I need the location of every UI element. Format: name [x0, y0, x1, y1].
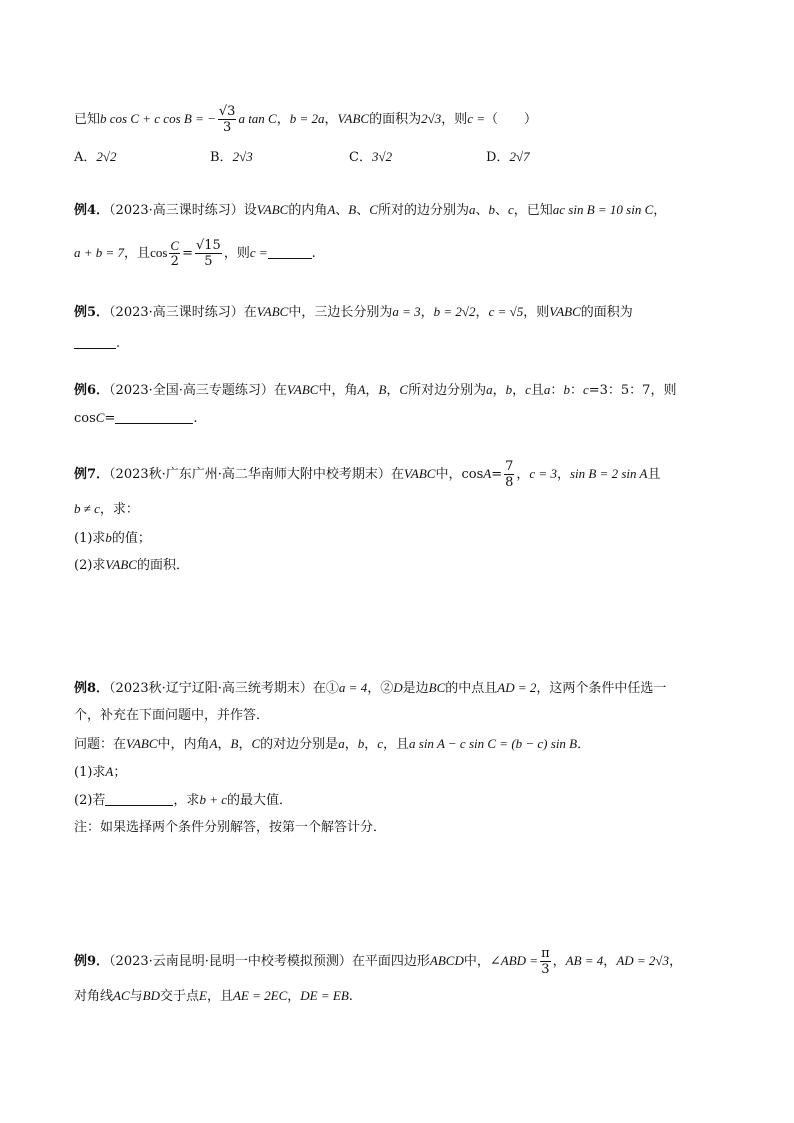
- source: （2023·高三课时练习）: [109, 203, 244, 218]
- math: VABC: [256, 304, 289, 319]
- ex7-line2: [74, 499, 139, 520]
- text: 中，: [463, 954, 490, 969]
- q3-options: [74, 147, 714, 167]
- text: ，: [238, 737, 252, 752]
- q3-stem: [74, 104, 537, 135]
- math: VABC: [337, 111, 370, 126]
- text: =: [491, 467, 503, 482]
- text: ，: [287, 989, 301, 1004]
- math: b: [357, 736, 365, 751]
- math: cos: [150, 245, 168, 260]
- math: VABC: [105, 557, 137, 572]
- option-label: B．: [210, 150, 233, 165]
- text: .: [348, 989, 353, 1004]
- text: 的对边分别是: [260, 737, 339, 752]
- math: a = 4: [338, 680, 368, 695]
- text: ，: [364, 737, 378, 752]
- fraction-numerator: 7: [505, 459, 514, 474]
- math: AE = 2EC: [232, 988, 288, 1003]
- math: a sin A − c sin C = (b − c) sin B: [409, 736, 578, 751]
- fraction-denominator: 5: [204, 254, 213, 269]
- text: 的面积为: [369, 112, 422, 127]
- fraction-denominator: 8: [505, 475, 514, 490]
- text: ，已知: [513, 203, 553, 218]
- option-label: C．: [349, 150, 372, 165]
- math: b = 2a: [289, 111, 325, 126]
- text: 是边: [402, 681, 429, 696]
- text: ，求：: [99, 502, 139, 517]
- text: (1)求: [74, 531, 106, 546]
- text: ，则: [523, 305, 550, 320]
- text: ，: [276, 112, 290, 127]
- math: c =: [249, 245, 268, 260]
- text: ，: [420, 305, 434, 320]
- text: （ ）: [485, 112, 538, 127]
- option-c[interactable]: [349, 147, 392, 168]
- text: ，: [386, 383, 400, 398]
- text: ，且: [124, 246, 151, 261]
- text: ，: [217, 737, 231, 752]
- ex8-part2: [74, 790, 292, 811]
- ex4-line1: [74, 200, 666, 221]
- text: 的值；: [111, 531, 151, 546]
- math: B: [378, 382, 387, 397]
- text: ，: [492, 383, 506, 398]
- text: 中，三边长分别为: [288, 305, 393, 320]
- math: c: [525, 382, 531, 397]
- text: ；: [113, 765, 127, 780]
- ex8-line2: [74, 706, 269, 726]
- ex6-line1: [74, 380, 676, 401]
- source: （2023秋·辽宁辽阳·高三统考期末）: [109, 681, 313, 696]
- text: .: [193, 411, 198, 426]
- text: ，②: [367, 681, 394, 696]
- example-label: 例4．: [74, 203, 110, 218]
- math: A: [209, 736, 218, 751]
- math: a: [543, 382, 551, 397]
- math: DE = EB: [300, 988, 349, 1003]
- text: 中，: [435, 467, 462, 482]
- math: A: [483, 466, 492, 481]
- text: ，: [475, 305, 489, 320]
- example-label: 例7．: [74, 467, 110, 482]
- text: .: [116, 336, 121, 351]
- math: a: [486, 382, 493, 397]
- math: sin B = 2 sin A: [569, 466, 648, 481]
- text: 且: [530, 383, 544, 398]
- text: 的内角: [288, 203, 328, 218]
- math: AC: [113, 988, 130, 1003]
- text: =: [182, 246, 193, 261]
- option-value: 2√2: [96, 149, 117, 164]
- math: A: [105, 764, 114, 779]
- math: b: [505, 382, 513, 397]
- text: 在: [273, 383, 287, 398]
- math: b ≠ c: [74, 501, 100, 516]
- math: BC: [428, 680, 446, 695]
- text: 所对的边分别为: [377, 203, 469, 218]
- fraction-denominator: 3: [541, 962, 550, 977]
- fraction-numerator: π: [541, 946, 550, 961]
- math: D: [393, 680, 403, 695]
- math: a: [338, 736, 345, 751]
- math: a = 3: [392, 304, 421, 319]
- math: B: [348, 202, 357, 217]
- answer-blank[interactable]: [74, 334, 116, 349]
- ex4-line2: [74, 234, 316, 273]
- ex7-part1: [74, 528, 151, 549]
- text: 设: [243, 203, 257, 218]
- text: ，: [669, 954, 683, 969]
- math: a tan C: [238, 111, 277, 126]
- option-label: A．: [74, 150, 97, 165]
- math: A: [357, 382, 366, 397]
- math: b: [563, 382, 570, 397]
- math: AB = 4: [565, 953, 604, 968]
- option-b[interactable]: [210, 147, 253, 168]
- math: C: [369, 202, 378, 217]
- ex9-line2: [74, 986, 353, 1007]
- math: VABC: [126, 736, 158, 751]
- option-d[interactable]: [486, 147, 530, 168]
- fraction-numerator: √15: [195, 238, 221, 253]
- answer-blank[interactable]: [115, 409, 193, 424]
- text: 在平面四边形: [351, 954, 430, 969]
- ex9-line1: [74, 942, 682, 981]
- text: 交于点: [160, 989, 200, 1004]
- source: （2023秋·广东广州·高二华南师大附中校考期末）: [109, 467, 391, 482]
- text: 在: [243, 305, 257, 320]
- math: C: [251, 736, 261, 751]
- text: (2)若: [74, 793, 106, 808]
- text: ，: [556, 467, 570, 482]
- text: 的最大值．: [226, 793, 292, 808]
- fraction: [195, 238, 222, 269]
- ex8-note: [74, 818, 386, 838]
- text: ，这两个条件中任选一: [536, 681, 667, 696]
- text: ，且: [383, 737, 410, 752]
- example-label: 例5．: [74, 305, 110, 320]
- source: （2023·云南昆明·昆明一中校考模拟预测）: [109, 954, 352, 969]
- math: 2√3: [421, 111, 442, 126]
- fraction-numerator: C: [170, 238, 180, 253]
- option-value: 2√7: [509, 149, 530, 164]
- text: ：: [550, 383, 564, 398]
- fraction: [504, 459, 514, 490]
- fraction: [218, 104, 237, 135]
- math: C: [95, 410, 105, 425]
- ex5-line2: [74, 334, 120, 354]
- text: 中，角: [318, 383, 358, 398]
- text: =3：5：7，则: [588, 383, 677, 398]
- text: ：: [569, 383, 583, 398]
- text: .: [311, 246, 316, 261]
- math: A: [327, 202, 336, 217]
- example-label: 例8．: [74, 681, 110, 696]
- math: b cos C + c cos B = −: [100, 111, 216, 126]
- math: VABC: [256, 202, 289, 217]
- text: 且: [647, 467, 661, 482]
- option-a[interactable]: [74, 147, 117, 168]
- fraction-numerator: √3: [218, 104, 236, 119]
- math: ac sin B = 10 sin C: [552, 202, 654, 217]
- text: 在①: [312, 681, 339, 696]
- math: cos: [74, 411, 96, 426]
- math: c = 3: [529, 466, 557, 481]
- source: （2023·高三课时练习）: [109, 305, 244, 320]
- text: ，: [603, 954, 617, 969]
- source: （2023·全国·高三专题练习）: [109, 383, 274, 398]
- option-value: 2√3: [232, 149, 253, 164]
- text: 所对边分别为: [408, 383, 487, 398]
- math: c: [582, 382, 589, 397]
- answer-blank[interactable]: [268, 244, 312, 259]
- math: b: [105, 530, 112, 545]
- math: cos: [461, 467, 484, 482]
- math: VABC: [286, 382, 319, 397]
- text: 、: [475, 203, 489, 218]
- fraction-denominator: 3: [223, 120, 232, 135]
- text: ，: [516, 467, 530, 482]
- math: c = √5: [488, 304, 524, 319]
- math: C: [399, 382, 409, 397]
- ex7-part2: [74, 555, 189, 576]
- math: ABCD: [429, 953, 464, 968]
- text: 、: [335, 203, 349, 218]
- ex7-line1: [74, 455, 661, 494]
- math: c =: [467, 111, 486, 126]
- math: ∠ABD =: [489, 953, 539, 968]
- text: ，则: [441, 112, 468, 127]
- math: b + c: [199, 792, 227, 807]
- text: ．: [577, 737, 591, 752]
- text: 的面积为: [580, 305, 633, 320]
- math: VABC: [549, 304, 581, 319]
- text: ，且: [206, 989, 233, 1004]
- text: 个，补充在下面问题中，并作答．: [74, 708, 270, 723]
- fraction-denominator: 2: [170, 254, 179, 269]
- math: a + b = 7: [74, 245, 125, 260]
- text: ，: [552, 954, 566, 969]
- example-label: 例9．: [74, 954, 110, 969]
- answer-blank[interactable]: [105, 791, 173, 806]
- text: 在: [390, 467, 404, 482]
- ex8-line1: [74, 678, 666, 699]
- text: =: [104, 411, 116, 426]
- math: c: [377, 736, 383, 751]
- text: 、: [356, 203, 370, 218]
- text: ，求: [173, 793, 200, 808]
- math: BD: [142, 988, 160, 1003]
- math: VABC: [403, 466, 436, 481]
- math: b = 2√2: [433, 304, 476, 319]
- text: 与: [129, 989, 143, 1004]
- text: ，: [344, 737, 358, 752]
- ex8-line3: [74, 734, 590, 755]
- text: 对角线: [74, 989, 114, 1004]
- math: AD = 2: [497, 680, 537, 695]
- text: ，则: [223, 246, 250, 261]
- text: 的面积．: [136, 558, 189, 573]
- text: 、: [494, 203, 508, 218]
- math: E: [199, 988, 207, 1003]
- option-label: D．: [486, 150, 510, 165]
- math: b: [488, 202, 495, 217]
- text: ，: [365, 383, 379, 398]
- text: ，: [324, 112, 338, 127]
- text: ，: [653, 203, 667, 218]
- text: ，: [512, 383, 526, 398]
- note: 注：如果选择两个条件分别解答，按第一个解答计分．: [74, 820, 387, 835]
- ex5-line1: [74, 302, 633, 323]
- text: 已知: [74, 112, 101, 127]
- text: 问题：在: [74, 737, 127, 752]
- text: (1)求: [74, 765, 106, 780]
- text: 中，内角: [157, 737, 210, 752]
- text: 的中点且: [445, 681, 498, 696]
- math: AD = 2√3: [616, 953, 670, 968]
- ex8-part1: [74, 762, 126, 783]
- text: (2)求: [74, 558, 106, 573]
- ex6-line2: [74, 408, 198, 429]
- math: B: [230, 736, 239, 751]
- option-value: 3√2: [371, 149, 393, 164]
- example-label: 例6．: [74, 383, 110, 398]
- fraction: [169, 238, 180, 269]
- math: c: [507, 202, 514, 217]
- math: a: [468, 202, 476, 217]
- fraction: [540, 946, 551, 977]
